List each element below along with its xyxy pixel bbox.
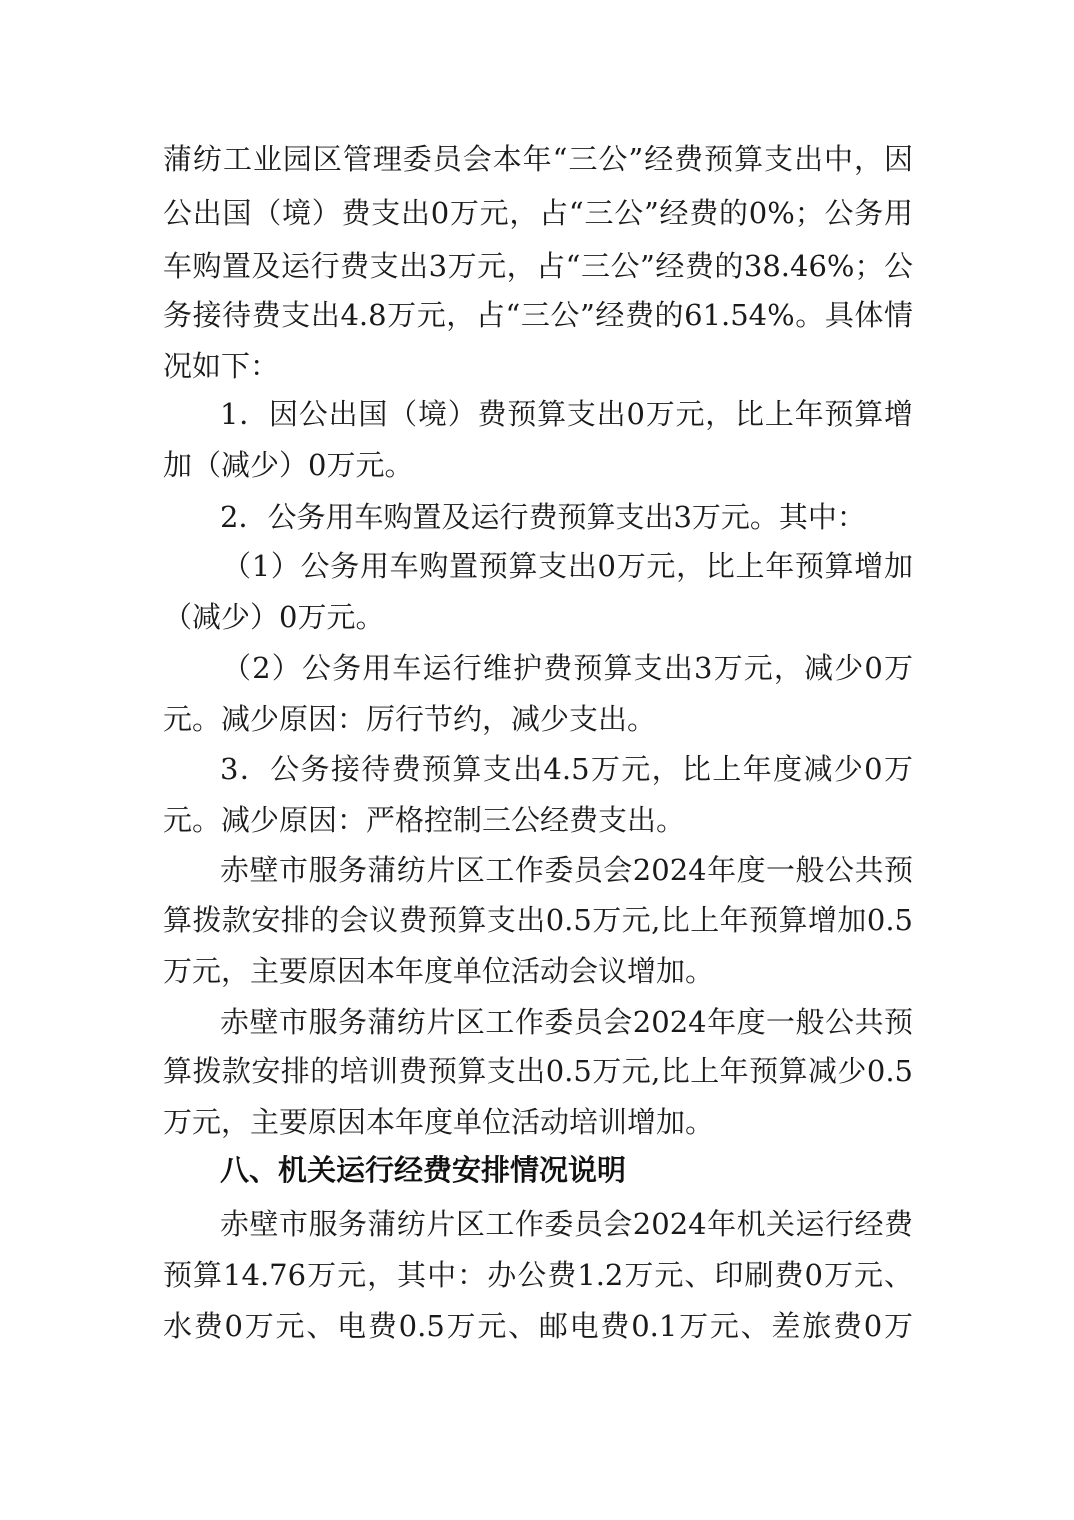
training-fee-paragraph-line-2: 算拨款安排的培训费预算支出0.5万元,比上年预算减少0.5 [163, 1054, 913, 1088]
operating-funds-paragraph-line-2: 预算14.76万元，其中：办公费1.2万元、印刷费0万元、 [163, 1258, 913, 1292]
item-2-1-vehicle-purchase-line-2: （减少）0万元。 [163, 600, 385, 634]
item-2-vehicle-line-1: 2．公务用车购置及运行费预算支出3万元。其中： [220, 500, 866, 534]
paragraph-three-public-overview-line-5: 况如下： [163, 349, 280, 383]
meeting-fee-paragraph-line-2: 算拨款安排的会议费预算支出0.5万元,比上年预算增加0.5 [163, 903, 913, 937]
training-fee-paragraph-line-3: 万元，主要原因本年度单位活动培训增加。 [163, 1105, 715, 1139]
item-2-1-vehicle-purchase-line-1: （1）公务用车购置预算支出0万元，比上年预算增加 [222, 549, 913, 583]
item-3-reception-line-2: 元。减少原因：严格控制三公经费支出。 [163, 803, 686, 837]
paragraph-three-public-overview-line-2: 公出国（境）费支出0万元，占“三公”经费的0%；公务用 [163, 196, 913, 230]
paragraph-three-public-overview-line-4: 务接待费支出4.8万元，占“三公”经费的61.54%。具体情 [163, 298, 913, 332]
item-2-2-vehicle-maintenance-line-1: （2）公务用车运行维护费预算支出3万元，减少0万 [222, 651, 913, 685]
item-3-reception-line-1: 3．公务接待费预算支出4.5万元，比上年度减少0万 [220, 752, 913, 786]
section-heading-agency-operating-funds: 八、机关运行经费安排情况说明 [220, 1153, 627, 1187]
paragraph-three-public-overview-line-3: 车购置及运行费支出3万元，占“三公”经费的38.46%；公 [163, 249, 913, 283]
item-1-overseas-line-2: 加（减少）0万元。 [163, 448, 414, 482]
operating-funds-paragraph-line-3: 水费0万元、电费0.5万元、邮电费0.1万元、差旅费0万 [163, 1309, 913, 1343]
training-fee-paragraph-line-1: 赤壁市服务蒲纺片区工作委员会2024年度一般公共预 [220, 1005, 913, 1039]
meeting-fee-paragraph-line-3: 万元，主要原因本年度单位活动会议增加。 [163, 954, 715, 988]
meeting-fee-paragraph-line-1: 赤壁市服务蒲纺片区工作委员会2024年度一般公共预 [220, 853, 913, 887]
paragraph-three-public-overview-line-1: 蒲纺工业园区管理委员会本年“三公”经费预算支出中，因 [163, 142, 913, 176]
item-2-2-vehicle-maintenance-line-2: 元。减少原因：厉行节约，减少支出。 [163, 702, 657, 736]
operating-funds-paragraph-line-1: 赤壁市服务蒲纺片区工作委员会2024年机关运行经费 [220, 1207, 913, 1241]
item-1-overseas-line-1: 1．因公出国（境）费预算支出0万元，比上年预算增 [220, 397, 913, 431]
